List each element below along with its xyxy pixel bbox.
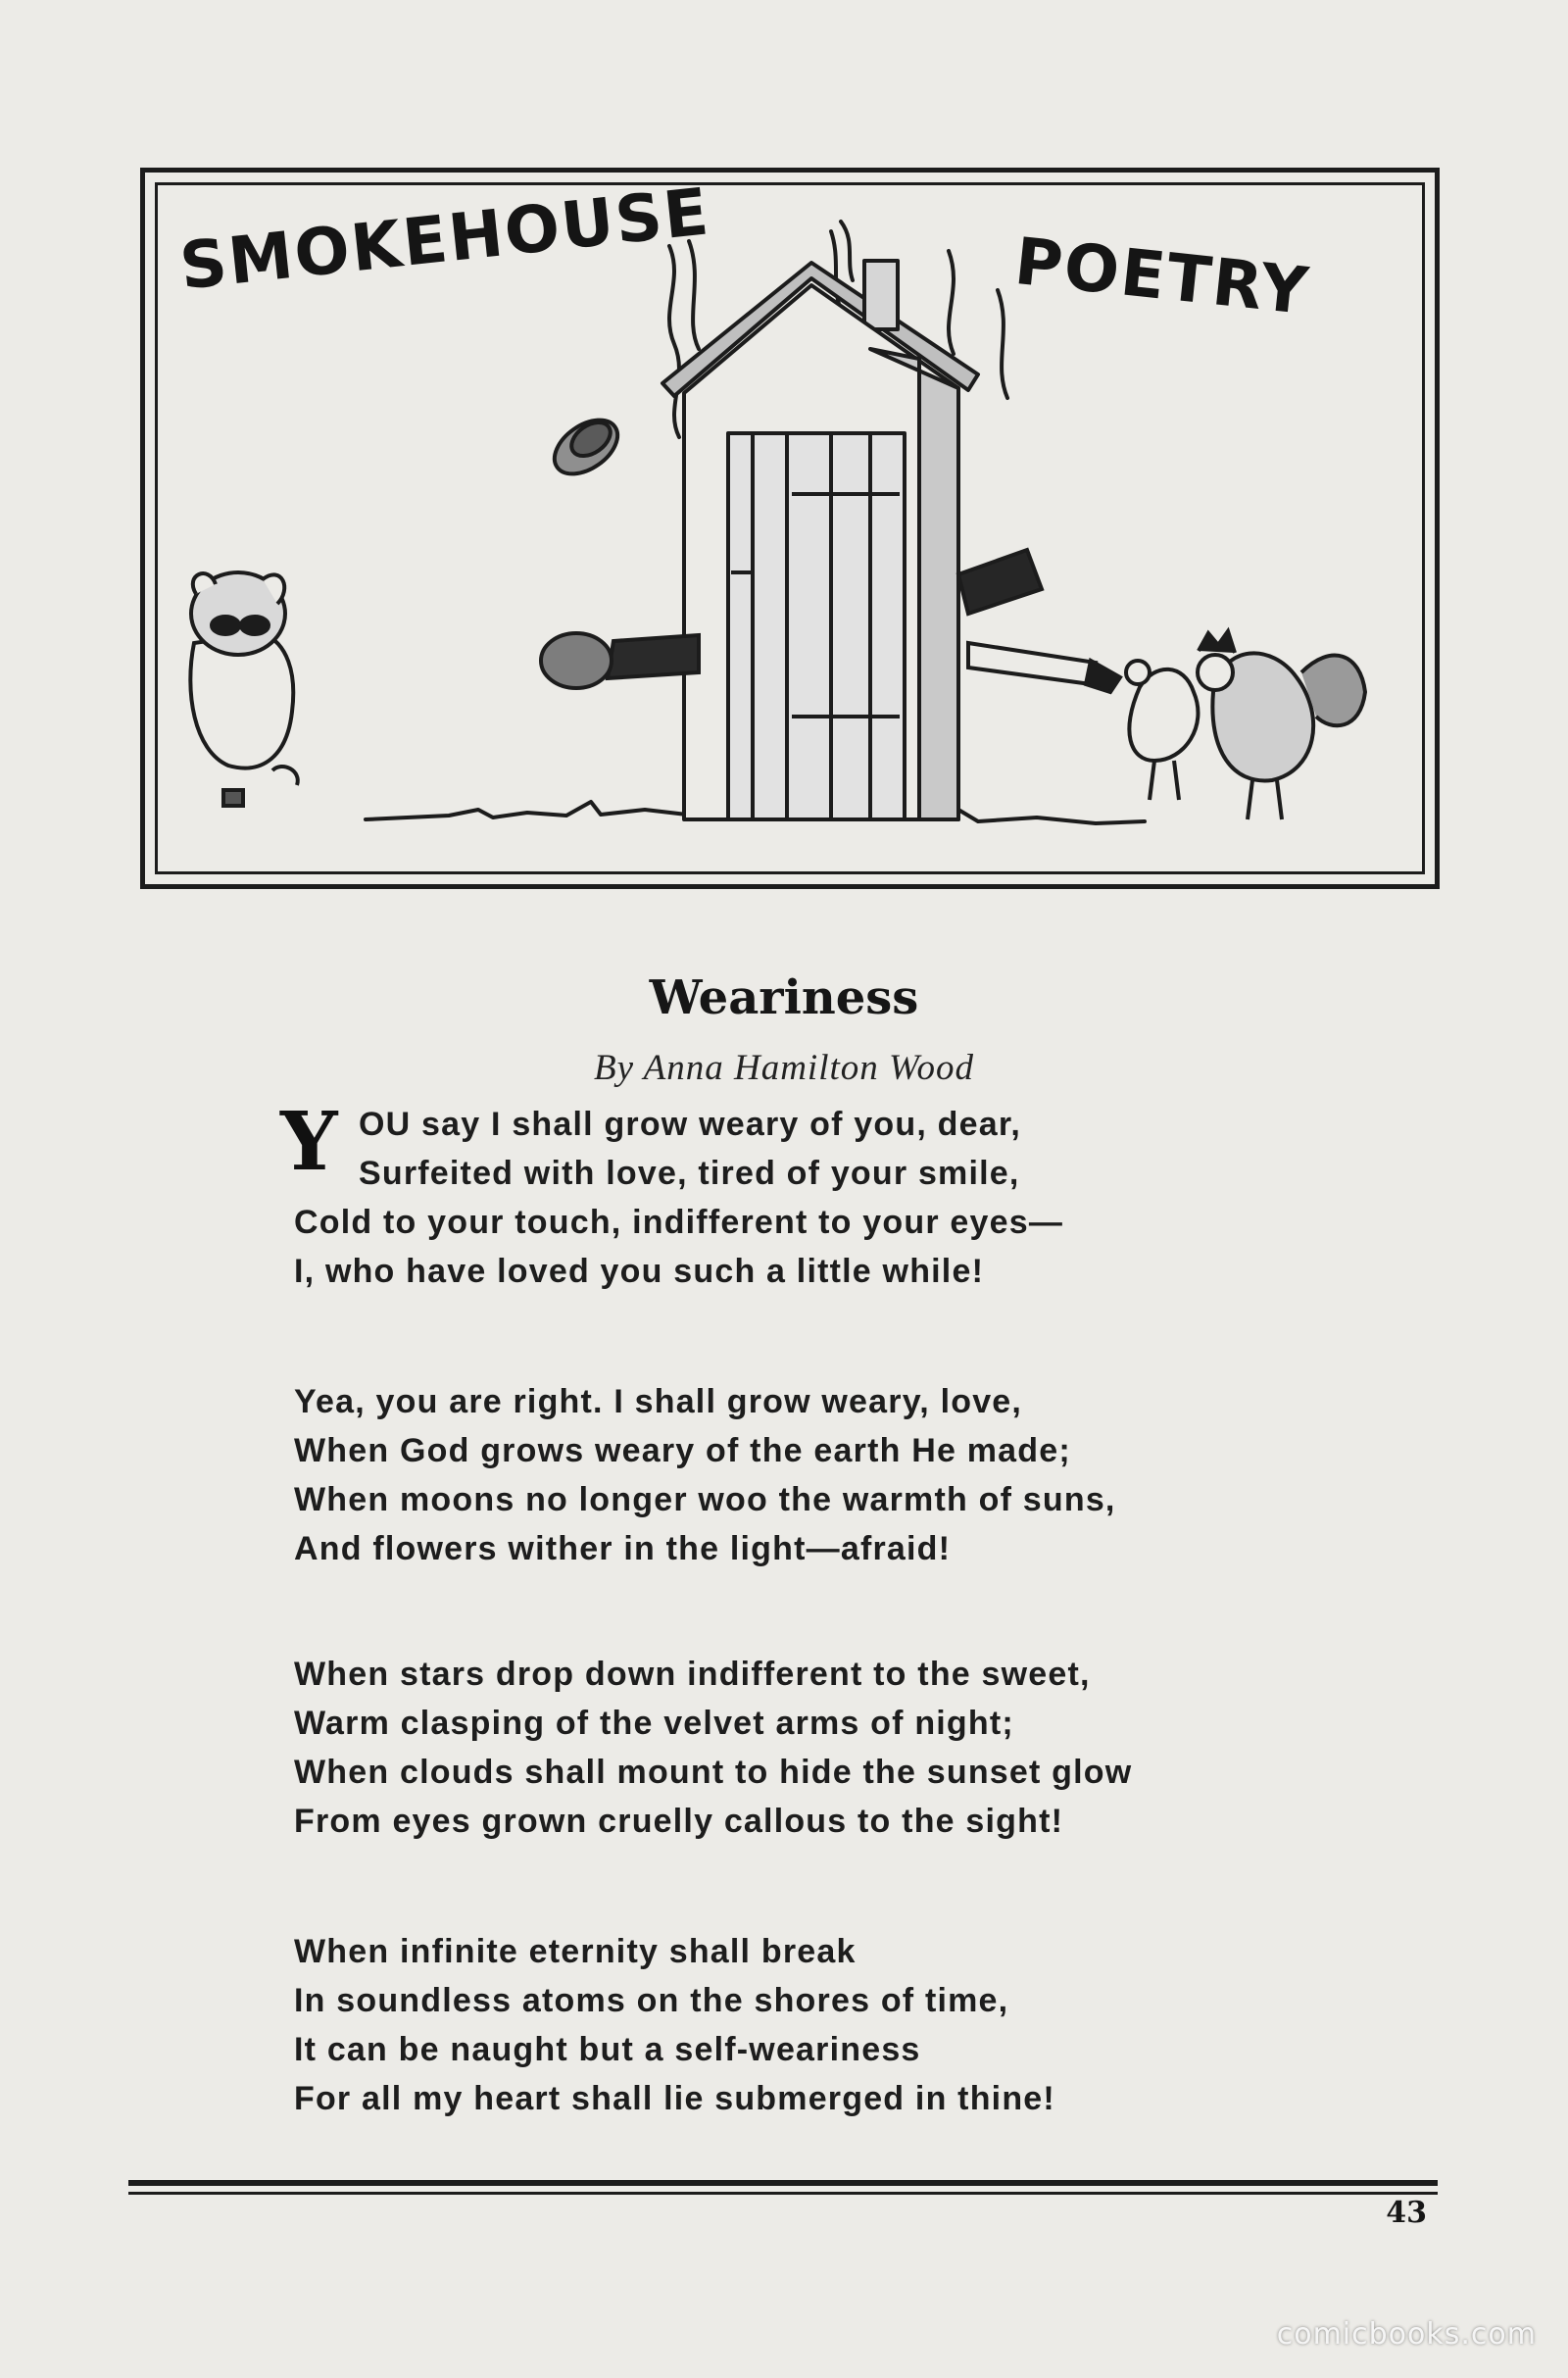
header-title-left: SMOKEHOUSE <box>176 173 714 305</box>
stanza-2 <box>294 1377 1116 1573</box>
stanza-3 <box>294 1650 1132 1846</box>
footer-rule <box>128 2180 1438 2195</box>
poem-title: Weariness <box>649 970 919 1025</box>
poem-line: When clouds shall mount to hide the sunset glow <box>294 1754 1133 1791</box>
stanza-1 <box>294 1100 1063 1296</box>
poem-line: When stars drop down indifferent to the sweet, <box>294 1656 1091 1693</box>
right-legs <box>958 550 1120 692</box>
flying-hat <box>545 409 627 484</box>
poem-line: It can be naught but a self-weariness <box>294 2031 921 2068</box>
poem-line: When God grows weary of the earth He made; <box>294 1432 1071 1469</box>
left-legs <box>541 633 699 688</box>
outhouse <box>662 261 978 819</box>
poem-line: From eyes grown cruelly callous to the sight! <box>294 1803 1064 1840</box>
dog <box>190 572 297 806</box>
page-number: 43 <box>1386 2196 1427 2230</box>
poem-line: Warm clasping of the velvet arms of night; <box>294 1705 1014 1742</box>
poem-line: When infinite eternity shall break <box>294 1933 857 1970</box>
chickens <box>1126 631 1365 819</box>
poem-line: Yea, you are right. I shall grow weary, love, <box>294 1383 1023 1420</box>
poem-line: Surfeited with love, tired of your smile, <box>359 1155 1020 1192</box>
stanza-4 <box>294 1927 1055 2123</box>
header-illustration <box>155 173 1425 874</box>
poem-line: And flowers wither in the light—afraid! <box>294 1530 952 1567</box>
poem-line: I, who have loved you such a little while! <box>294 1253 985 1290</box>
header-title-right: POETRY <box>1010 223 1313 330</box>
poem-line: OU say I shall grow weary of you, dear, <box>359 1106 1022 1143</box>
outhouse-cartoon <box>155 182 1425 874</box>
watermark: comicbooks.com <box>1276 2317 1537 2352</box>
poem-byline: By Anna Hamilton Wood <box>594 1048 974 1088</box>
drop-cap: Y <box>280 1095 338 1189</box>
poem-line: When moons no longer woo the warmth of suns, <box>294 1481 1116 1518</box>
poem-line: Cold to your touch, indifferent to your eyes— <box>294 1204 1064 1241</box>
footer-rule-thick <box>128 2180 1438 2186</box>
poem-line: For all my heart shall lie submerged in thine! <box>294 2080 1055 2117</box>
poem-line: In soundless atoms on the shores of time, <box>294 1982 1009 2019</box>
footer-rule-thin <box>128 2192 1438 2195</box>
